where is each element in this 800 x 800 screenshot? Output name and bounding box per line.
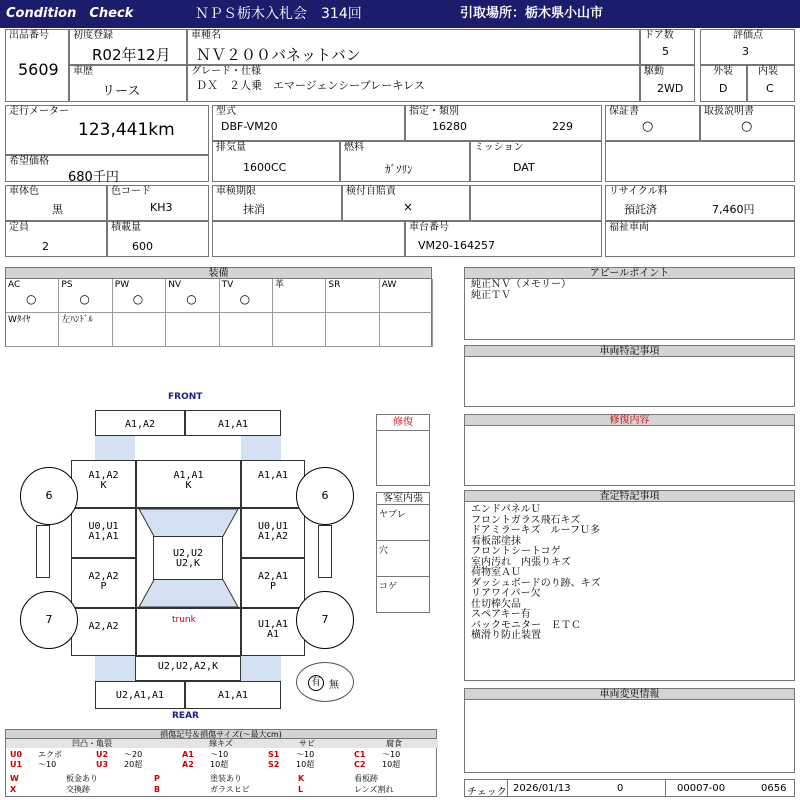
glass-fr <box>241 435 281 460</box>
insurance-cell <box>342 185 470 221</box>
first-reg-cell <box>69 29 187 65</box>
panel-door-fr: U0,U1 A1,A2 <box>241 508 305 558</box>
legend-code: U3 <box>96 760 109 769</box>
equipment-label: TV <box>221 280 234 290</box>
inspection-cell <box>212 185 342 221</box>
legend-group: 線キズ <box>178 739 264 748</box>
doors-cell <box>640 29 695 65</box>
drive-label: 駆動 <box>644 66 664 77</box>
model-name-value: ＮＶ２００バネットバン <box>196 46 361 64</box>
panel-rear-bumper-right: A1,A1 <box>185 681 281 709</box>
chassis-blank-cell <box>212 221 405 257</box>
chassis-label: 車台番号 <box>409 222 449 233</box>
interior-label: 内装 <box>758 66 778 77</box>
chassis-cell <box>405 221 602 257</box>
legend-code: U0 <box>10 750 23 759</box>
capacity-value: 2 <box>42 240 49 253</box>
equipment-cell-6 <box>326 279 379 313</box>
grade-value: ＤＸ ２人乗 エマージェンシーブレーキレス <box>196 79 425 92</box>
panel-fender-fr: A1,A1 <box>241 460 305 508</box>
panel-hood: A1,A1 K <box>136 460 241 508</box>
welfare-label: 福祉車両 <box>609 222 649 233</box>
cabin-item-hole: 穴 <box>377 541 429 577</box>
legend-text: 〜10 <box>296 750 315 759</box>
equipment-label: AC <box>8 280 21 290</box>
spare-no: 無 <box>329 680 339 691</box>
rear-label: REAR <box>172 711 199 721</box>
legend-text: 〜10 <box>38 760 57 769</box>
trunk-label: trunk <box>172 615 196 625</box>
price-value: 680千円 <box>68 170 119 185</box>
equipment-label: SR <box>328 280 341 290</box>
legend-text: 10超 <box>382 760 401 769</box>
capacity-label: 定員 <box>9 222 29 233</box>
mission-label: ミッション <box>474 142 524 153</box>
score-value: 3 <box>742 45 749 58</box>
chassis-value: VM20-164257 <box>418 239 495 252</box>
tire-rear-right: 7 <box>296 591 354 649</box>
history-cell <box>69 65 187 102</box>
tire-rear-left: 7 <box>20 591 78 649</box>
panel-quarter-rl: A2,A2 <box>71 608 136 656</box>
exterior-value: D <box>719 82 728 95</box>
front-label: FRONT <box>168 392 203 402</box>
welfare-cell <box>605 221 795 257</box>
page-header <box>0 0 800 28</box>
legend-text: 塗装あり <box>210 774 242 783</box>
glass-rr <box>241 656 281 681</box>
spare-presence <box>296 662 354 702</box>
legend-text: 看板跡 <box>354 774 378 783</box>
panel-fender-fl: A1,A2 K <box>71 460 136 508</box>
model-name-label: 車種名 <box>191 30 221 41</box>
designation-value1: 16280 <box>432 120 467 133</box>
interior-value: C <box>766 82 774 95</box>
equipment-section <box>5 267 432 347</box>
equipment-label: NV <box>168 280 182 290</box>
mileage-value: 123,441km <box>78 120 175 140</box>
equipment-mark: ○ <box>26 292 37 306</box>
equipment-extra-cell-0 <box>6 313 59 347</box>
history-value: リース <box>102 84 141 99</box>
color-code-label: 色コード <box>111 186 151 197</box>
mission-cell <box>470 141 602 182</box>
cabin-item-tear: ヤブレ <box>377 505 429 541</box>
panel-door-fl: U0,U1 A1,A1 <box>71 508 136 558</box>
glass-fl <box>95 435 135 460</box>
legend-code: P <box>154 774 160 783</box>
price-cell <box>5 155 209 185</box>
equipment-mark: ○ <box>132 292 144 306</box>
exterior-cell <box>700 65 747 102</box>
manual-cell <box>700 105 795 141</box>
legend-text: 20超 <box>124 760 143 769</box>
damage-legend <box>5 729 437 797</box>
legend-code: A2 <box>182 760 194 769</box>
model-code-label: 型式 <box>216 106 236 117</box>
legend-code: U2 <box>96 750 109 759</box>
grade-cell <box>187 65 640 102</box>
check-date: 2026/01/13 <box>513 783 571 794</box>
recycle-cell <box>605 185 795 221</box>
model-code-value: DBF-VM20 <box>221 120 278 133</box>
equipment-label: PS <box>61 280 73 290</box>
load-value: 600 <box>132 240 153 253</box>
legend-text: 〜10 <box>382 750 401 759</box>
equipment-title: 装備 <box>6 268 431 279</box>
mileage-cell <box>5 105 209 155</box>
legend-code: L <box>298 785 304 794</box>
model-name-cell <box>187 29 640 65</box>
legend-text: 〜10 <box>210 750 229 759</box>
legend-code: B <box>154 785 161 794</box>
legend-group: 凹凸・亀裂 <box>6 739 178 748</box>
panel-back-door: U2,U2,A2,K <box>135 656 241 681</box>
capacity-cell <box>5 221 107 257</box>
legend-text: 板金あり <box>66 774 98 783</box>
cabin-item-burn: コゲ <box>379 582 398 592</box>
inspection-notes-title: 査定特記事項 <box>465 491 794 502</box>
glass-rl <box>95 656 135 681</box>
appeal-title: アピールポイント <box>465 268 794 279</box>
body-color-label: 車体色 <box>9 186 39 197</box>
equipment-cell-1 <box>59 279 112 313</box>
price-label: 希望価格 <box>9 156 49 167</box>
panel-roof: U2,U2 U2,K <box>153 536 223 580</box>
trunk-area <box>136 608 241 656</box>
auction-title: ＮＰＳ栃木入札会 314回 <box>195 6 362 22</box>
equipment-extra-cell-1 <box>59 313 112 347</box>
panel-door-rl: A2,A2 P <box>71 558 136 608</box>
special-notes-title: 車両特記事項 <box>465 346 794 357</box>
displacement-cell <box>212 141 340 182</box>
legend-text: 10超 <box>210 760 229 769</box>
equipment-mark: ○ <box>239 292 251 306</box>
model-code-cell <box>212 105 405 141</box>
warranty-value: ○ <box>642 119 654 134</box>
recycle-amount: 7,460円 <box>712 203 755 216</box>
color-code-value: KH3 <box>150 201 173 214</box>
first-reg-value: R02年12月 <box>92 46 171 64</box>
drive-cell <box>640 65 695 102</box>
legend-text: 10超 <box>296 760 315 769</box>
legend-code: S2 <box>268 760 280 769</box>
change-info-section <box>464 688 795 773</box>
equipment-extra-label: 左ﾊﾝﾄﾞﾙ <box>61 315 93 325</box>
tire-front-right: 6 <box>296 467 354 525</box>
legend-code: X <box>10 785 17 794</box>
special-notes-section <box>464 345 795 407</box>
score-label: 評価点 <box>733 30 763 41</box>
legend-text: ガラスヒビ <box>210 785 250 794</box>
equipment-cell-5 <box>273 279 326 313</box>
fuel-value: ｶﾞｿﾘﾝ <box>385 163 413 176</box>
spare-yes: 有 <box>308 675 324 691</box>
mirror-left <box>36 525 50 578</box>
equipment-extra-label: Wﾀｲﾔ <box>8 315 31 325</box>
doors-value: 5 <box>662 45 669 58</box>
manual-value: ○ <box>741 119 753 134</box>
appeal-section <box>464 267 795 340</box>
equipment-cell-3 <box>166 279 219 313</box>
designation-value2: 229 <box>552 120 573 133</box>
equipment-extra-cell-6 <box>326 313 379 347</box>
load-cell <box>107 221 209 257</box>
recycle-label: リサイクル料 <box>609 186 668 197</box>
cabin-box <box>376 492 430 613</box>
manual-label: 取扱説明書 <box>704 106 754 117</box>
designation-cell <box>405 105 602 141</box>
insurance-blank-cell <box>470 185 602 221</box>
lot-cell <box>5 29 69 102</box>
equipment-mark: ○ <box>186 292 197 306</box>
panel-rear-bumper-left: U2,A1,A1 <box>95 681 185 709</box>
inspection-label: 車検期限 <box>216 186 256 197</box>
footer-code2: 0656 <box>761 783 787 794</box>
tire-front-left: 6 <box>20 467 78 525</box>
warranty-label: 保証書 <box>609 106 639 117</box>
lot-number: 5609 <box>18 60 59 79</box>
equipment-label: 革 <box>275 280 285 290</box>
score-cell <box>700 29 795 65</box>
panel-front-bumper-left: A1,A2 <box>95 410 185 436</box>
equipment-cell-7 <box>380 279 433 313</box>
legend-code: S1 <box>268 750 280 759</box>
header-title: Condition Check <box>6 6 134 21</box>
fuel-label: 燃料 <box>344 142 364 153</box>
recycle-status: 預託済 <box>624 203 657 216</box>
cabin-box-title: 客室内張 <box>377 493 429 505</box>
legend-text: エクボ <box>38 750 62 759</box>
equipment-label: AW <box>381 280 397 290</box>
equipment-label: PW <box>114 280 130 290</box>
exterior-label: 外装 <box>713 66 733 77</box>
equipment-cell-2 <box>113 279 166 313</box>
footer-bar <box>464 779 795 797</box>
grade-label: グレード・仕様 <box>191 66 261 77</box>
panel-front-bumper-right: A1,A1 <box>185 410 281 436</box>
equipment-cell-0 <box>6 279 59 313</box>
legend-text: 〜20 <box>124 750 143 759</box>
appeal-text: 純正ＮＶ（メモリー） 純正ＴＶ <box>471 279 571 301</box>
body-color-value: 黒 <box>52 203 63 216</box>
change-info-title: 車両変更情報 <box>465 689 794 700</box>
repair-content-section <box>464 414 795 486</box>
doors-label: ドア数 <box>644 30 674 41</box>
inspection-value: 抹消 <box>243 203 265 216</box>
legend-group: 腐食 <box>350 739 438 748</box>
mission-value: DAT <box>513 161 535 174</box>
footer-code1: 00007-00 <box>677 783 726 794</box>
mileage-label: 走行メーター <box>9 106 69 117</box>
load-label: 積載量 <box>111 222 141 233</box>
legend-text: レンズ割れ <box>354 785 394 794</box>
inspection-notes-section <box>464 490 795 681</box>
legend-code: U1 <box>10 760 23 769</box>
equipment-extra-cell-5 <box>273 313 326 347</box>
fuel-cell <box>340 141 470 182</box>
repair-box-label: 修復 <box>377 415 429 431</box>
designation-label: 指定・類別 <box>409 106 459 117</box>
legend-group: サビ <box>264 739 350 748</box>
color-code-cell <box>107 185 209 221</box>
legend-code: C1 <box>354 750 366 759</box>
equipment-cell-4 <box>220 279 273 313</box>
insurance-label: 検付自賠責 <box>346 186 396 197</box>
legend-code: K <box>298 774 305 783</box>
equipment-mark: ○ <box>79 292 90 306</box>
body-color-cell <box>5 185 107 221</box>
inspection-notes-text: エンドパネルＵ フロントガラス飛石キズ ドアミラーキズ ルーフＵ多 看板部塗抹 フロントシートコゲ 室内汚れ 内張りキズ 荷物室ＡＵ ダッシュボードのり跡、キズ リアワイパー欠 仕切棒欠品 スペアキー有 バックモニター ＥＴＣ 横滑り防止装置 <box>471 504 601 641</box>
interior-cell <box>747 65 795 102</box>
lot-label: 出品番号 <box>9 30 49 41</box>
panel-quarter-rr: U1,A1 A1 <box>241 608 305 656</box>
check-value: 0 <box>617 783 624 794</box>
legend-code: A1 <box>182 750 194 759</box>
equipment-extra-cell-4 <box>220 313 273 347</box>
equipment-extra-cell-3 <box>166 313 219 347</box>
repair-content-title: 修復内容 <box>465 415 794 426</box>
legend-code: W <box>10 774 19 783</box>
first-reg-label: 初度登録 <box>73 30 113 41</box>
repair-box <box>376 414 430 486</box>
mirror-right <box>318 525 332 578</box>
equipment-extra-cell-7 <box>380 313 433 347</box>
legend-text: 交換跡 <box>66 785 90 794</box>
check-label: チェック <box>467 787 507 798</box>
warranty-cell <box>605 105 700 141</box>
equipment-extra-cell-2 <box>113 313 166 347</box>
legend-title: 損傷記号＆損傷サイズ(〜最大cm) <box>6 730 436 739</box>
insurance-value: × <box>403 200 414 214</box>
blank-cell <box>605 141 795 182</box>
displacement-value: 1600CC <box>243 161 287 174</box>
history-label: 車歴 <box>73 66 93 77</box>
displacement-label: 排気量 <box>216 142 246 153</box>
legend-code: C2 <box>354 760 366 769</box>
drive-value: 2WD <box>657 82 684 95</box>
panel-door-rr: A2,A1 P <box>241 558 305 608</box>
pickup-location: 引取場所：栃木県小山市 <box>460 6 604 21</box>
